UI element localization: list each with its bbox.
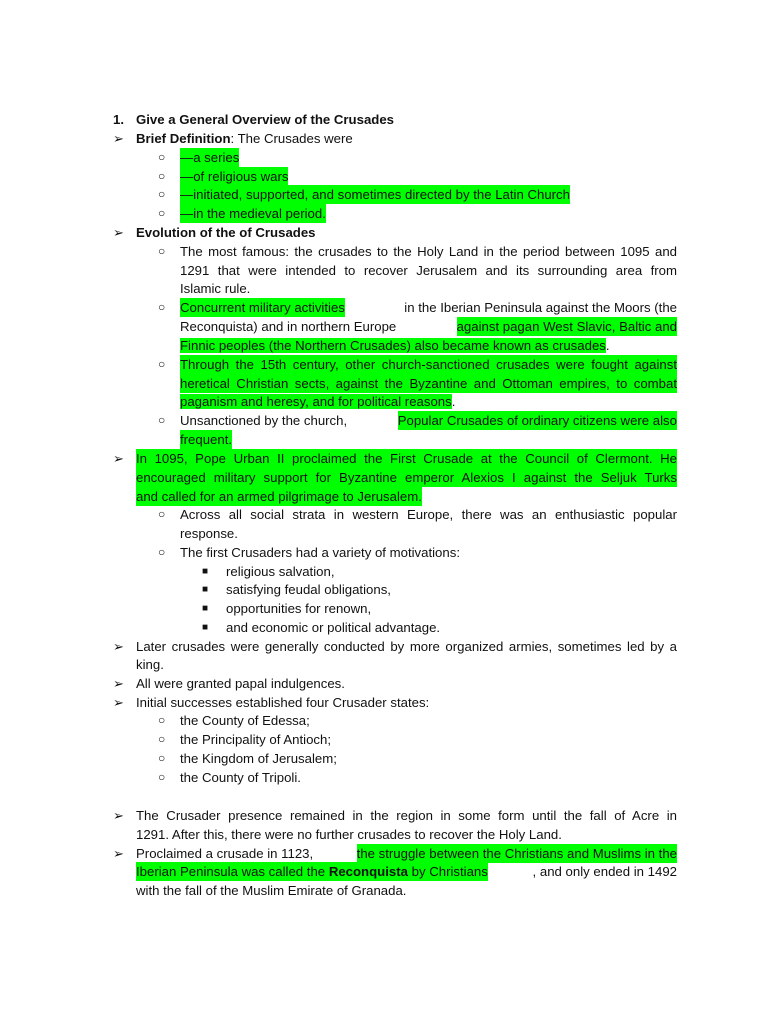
list-item <box>0 580 768 599</box>
list-item <box>0 618 768 637</box>
state-item: the Kingdom of Jerusalem; <box>180 751 337 766</box>
text-span: , and only ended in 1492 <box>532 864 677 879</box>
square-bullet-icon: ■ <box>202 566 209 577</box>
paragraph-line <box>0 543 768 562</box>
evolution-heading <box>0 223 768 242</box>
text-line: Across all social strata in western Europe, there was an enthusiastic popular <box>180 507 677 522</box>
paragraph-line <box>0 242 768 261</box>
paragraph-line <box>0 637 768 656</box>
arrow-bullet-icon: ➢ <box>113 695 124 710</box>
paragraph-line <box>0 693 768 712</box>
state-item: the County of Tripoli. <box>180 770 301 785</box>
paragraph-line <box>0 336 768 355</box>
circle-bullet-icon: ○ <box>158 150 166 164</box>
paragraph-line <box>0 674 768 693</box>
paragraph-line <box>0 317 768 336</box>
motivation-item: religious salvation, <box>226 564 335 579</box>
circle-bullet-icon: ○ <box>158 300 166 314</box>
text-line: Later crusades were generally conducted by more organized armies, sometimes led by a <box>136 639 677 654</box>
list-item <box>0 730 768 749</box>
arrow-bullet-icon: ➢ <box>113 225 124 240</box>
text-span: . <box>605 338 610 353</box>
circle-bullet-icon: ○ <box>158 206 166 220</box>
paragraph-line <box>0 806 768 825</box>
circle-bullet-icon: ○ <box>158 545 166 559</box>
arrow-bullet-icon: ➢ <box>113 451 124 466</box>
highlighted-text: Finnic peoples (the Northern Crusades) also became known as crusades <box>180 338 606 353</box>
paragraph-line <box>0 449 768 468</box>
square-bullet-icon: ■ <box>202 622 209 633</box>
brief-item: —a series <box>180 150 240 165</box>
paragraph-line <box>0 487 768 506</box>
text-line: king. <box>136 657 164 672</box>
paragraph-line <box>0 411 768 430</box>
text-line: 1291. After this, there were no further crusades to recover the Holy Land. <box>136 827 562 842</box>
paragraph-line <box>0 355 768 374</box>
highlighted-text: Iberian Peninsula was called the <box>136 864 329 879</box>
circle-bullet-icon: ○ <box>158 732 166 746</box>
brief-definition-text: : The Crusades were <box>230 131 353 146</box>
circle-bullet-icon: ○ <box>158 507 166 521</box>
list-item <box>0 185 768 204</box>
text-line: All were granted papal indulgences. <box>136 676 345 691</box>
highlighted-text: Through the 15th century, other church-sanctioned crusades were fought against <box>180 357 677 372</box>
brief-item: —of religious wars <box>180 169 289 184</box>
brief-definition <box>0 129 768 148</box>
paragraph-line <box>0 392 768 411</box>
arrow-bullet-icon: ➢ <box>113 131 124 146</box>
reconquista-term: Reconquista <box>328 864 408 879</box>
paragraph-line <box>0 279 768 298</box>
state-item: the Principality of Antioch; <box>180 732 332 747</box>
text-line: The first Crusaders had a variety of motivations: <box>180 545 460 560</box>
brief-item: —in the medieval period. <box>180 206 326 221</box>
highlighted-text: frequent. <box>180 432 233 447</box>
motivation-item: opportunities for renown, <box>226 601 372 616</box>
highlighted-text: encouraged military support for Byzantine emperor Alexios I against the Seljuk Turks <box>136 470 677 485</box>
paragraph-line <box>0 298 768 317</box>
paragraph-line <box>0 862 768 881</box>
paragraph-line <box>0 655 768 674</box>
circle-bullet-icon: ○ <box>158 357 166 371</box>
section-title-text: Give a General Overview of the Crusades <box>136 112 394 127</box>
paragraph-line <box>0 468 768 487</box>
highlighted-text: against pagan West Slavic, Baltic and <box>456 319 677 334</box>
circle-bullet-icon: ○ <box>158 244 166 258</box>
list-item <box>0 599 768 618</box>
brief-definition-label: Brief Definition <box>136 131 231 146</box>
highlighted-text: Popular Crusades of ordinary citizens were also <box>397 413 677 428</box>
list-item <box>0 562 768 581</box>
motivation-item: satisfying feudal obligations, <box>226 582 391 597</box>
text-line: with the fall of the Muslim Emirate of Granada. <box>136 883 407 898</box>
paragraph-line <box>0 825 768 844</box>
circle-bullet-icon: ○ <box>158 413 166 427</box>
arrow-bullet-icon: ➢ <box>113 639 124 654</box>
highlighted-text: Concurrent military activities <box>180 300 345 315</box>
arrow-bullet-icon: ➢ <box>113 808 124 823</box>
list-item <box>0 204 768 223</box>
text-span: Proclaimed a crusade in 1123, <box>136 846 317 861</box>
paragraph-line <box>0 374 768 393</box>
arrow-bullet-icon: ➢ <box>113 846 124 861</box>
paragraph-line <box>0 261 768 280</box>
section-title <box>0 110 768 129</box>
circle-bullet-icon: ○ <box>158 169 166 183</box>
text-span: Reconquista) and in northern Europe <box>180 319 400 334</box>
paragraph-line <box>0 430 768 449</box>
text-span: Unsanctioned by the church, <box>180 413 351 428</box>
circle-bullet-icon: ○ <box>158 713 166 727</box>
highlighted-text: and called for an armed pilgrimage to Jerusalem. <box>136 489 422 504</box>
text-line: 1291 that were intended to recover Jerusalem and its surrounding area from <box>180 263 677 278</box>
highlighted-text: the struggle between the Christians and Muslims in the <box>356 846 677 861</box>
highlighted-text: heretical Christian sects, against the Byzantine and Ottoman empires, to combat <box>180 376 677 391</box>
state-item: the County of Edessa; <box>180 713 310 728</box>
list-item <box>0 749 768 768</box>
evolution-label: Evolution of the of Crusades <box>136 225 316 240</box>
square-bullet-icon: ■ <box>202 584 209 595</box>
highlighted-text: paganism and heresy, and for political reasons <box>180 394 452 409</box>
circle-bullet-icon: ○ <box>158 187 166 201</box>
highlighted-text: In 1095, Pope Urban II proclaimed the First Crusade at the Council of Clermont. He <box>136 451 677 466</box>
text-line: response. <box>180 526 238 541</box>
brief-item: —initiated, supported, and sometimes directed by the Latin Church <box>180 187 570 202</box>
paragraph-line <box>0 844 768 863</box>
paragraph-line <box>0 505 768 524</box>
circle-bullet-icon: ○ <box>158 770 166 784</box>
section-number: 1. <box>113 112 124 127</box>
list-item <box>0 711 768 730</box>
list-item <box>0 768 768 787</box>
list-item <box>0 167 768 186</box>
text-line: The Crusader presence remained in the region in some form until the fall of Acre in <box>136 808 677 823</box>
highlighted-text: by Christians <box>407 864 488 879</box>
paragraph-line <box>0 524 768 543</box>
list-item <box>0 148 768 167</box>
text-line: Initial successes established four Crusader states: <box>136 695 430 710</box>
paragraph-line <box>0 881 768 900</box>
motivation-item: and economic or political advantage. <box>226 620 441 635</box>
circle-bullet-icon: ○ <box>158 751 166 765</box>
square-bullet-icon: ■ <box>202 603 209 614</box>
text-span: . <box>451 394 456 409</box>
text-span: in the Iberian Peninsula against the Moors (the <box>400 300 677 315</box>
text-line: Islamic rule. <box>180 281 251 296</box>
text-line: The most famous: the crusades to the Holy Land in the period between 1095 and <box>180 244 677 259</box>
arrow-bullet-icon: ➢ <box>113 676 124 691</box>
